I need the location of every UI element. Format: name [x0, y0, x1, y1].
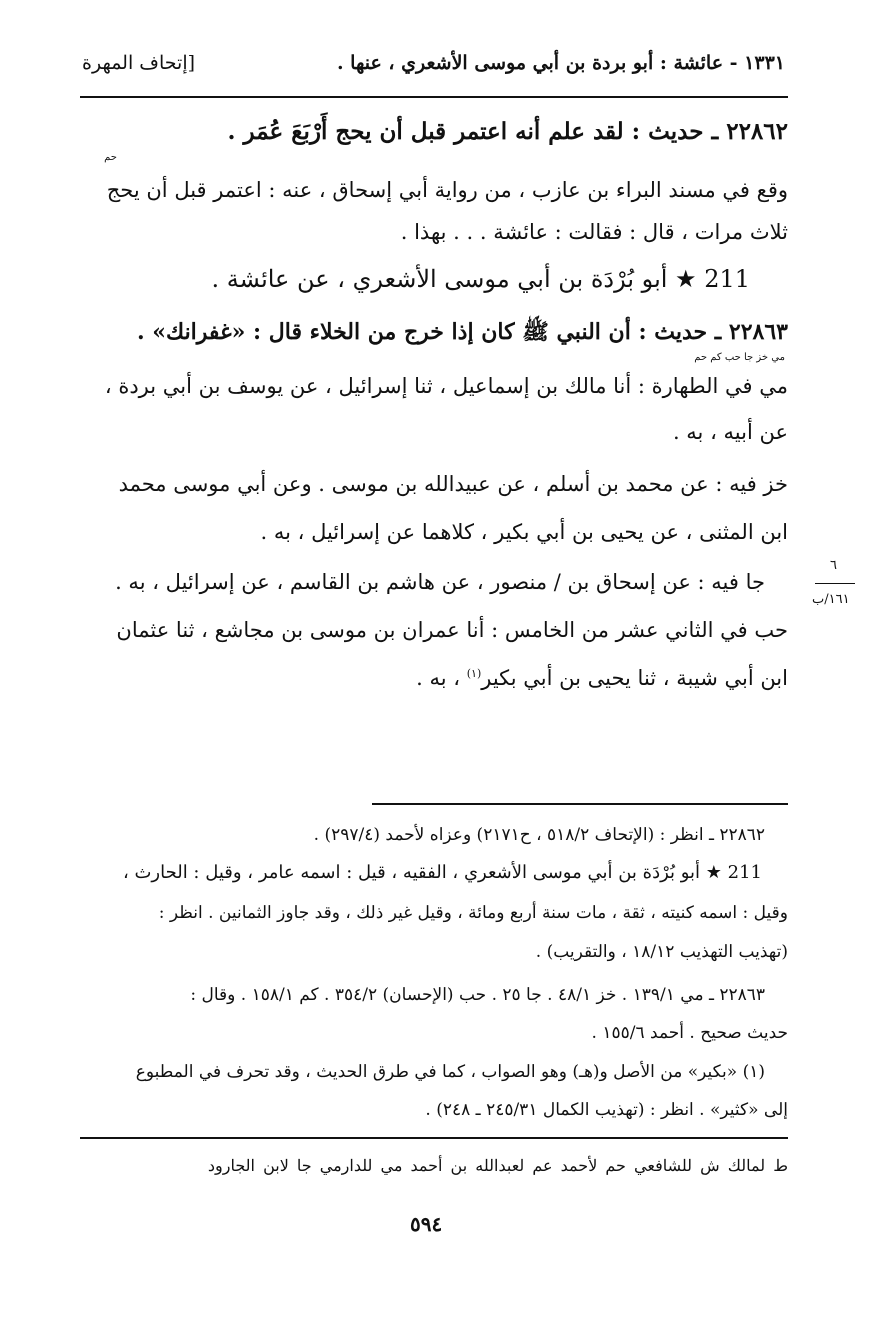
paragraph-line: [416, 666, 788, 690]
hadith-22863-sigla: مي خز جا حب كم حم: [694, 352, 785, 363]
running-header-title: ١٣٣١ - عائشة : أبو بردة بن أبي موسى الأشعري ، عنها .: [336, 52, 785, 74]
paragraph-line: جا فيه : عن إسحاق بن / منصور ، عن هاشم بن القاسم ، عن إسرائيل ، به .: [115, 570, 765, 594]
footnote-line: إلى «كثير» . انظر : (تهذيب الكمال ٢٤٥/٣١ ـ ٢٤٨) .: [425, 1100, 788, 1120]
running-header-book: [إتحاف المهرة: [82, 52, 196, 74]
narrator-section-heading: 211 ★ أبو بُرْدَة بن أبي موسى الأشعري ، عن عائشة .: [211, 265, 750, 293]
paragraph-line: عن أبيه ، به .: [672, 420, 788, 444]
footnote-line: حديث صحيح . أحمد ١٥٥/٦ .: [591, 1023, 788, 1043]
footnote-marker: (١): [466, 667, 482, 680]
page-number: ٥٩٤: [410, 1212, 443, 1236]
paragraph-line: مي في الطهارة : أنا مالك بن إسماعيل ، ثنا إسرائيل ، عن يوسف بن أبي بردة ،: [104, 374, 788, 398]
hadith-22862-sigla: حم: [104, 152, 117, 163]
footnote-211: 211 ★ أبو بُرْدَة بن أبي موسى الأشعري ، الفقيه ، قيل : اسمه عامر ، وقيل : الحارث ،: [122, 862, 762, 883]
paragraph-text: ، به .: [416, 666, 467, 690]
header-rule: [80, 96, 788, 98]
footnote-line: (تهذيب التهذيب ١٨/١٢ ، والتقريب) .: [535, 942, 788, 962]
paragraph-line: خز فيه : عن محمد بن أسلم ، عن عبيدالله بن موسى . وعن أبي موسى محمد: [118, 472, 788, 496]
sigla-legend: ط لمالك ش للشافعي حم لأحمد عم لعبدالله بن أحمد مي للدارمي جا لابن الجارود: [207, 1156, 788, 1175]
paragraph-line: وقع في مسند البراء بن عازب ، من رواية أبي إسحاق ، عنه : اعتمر قبل أن يحج: [106, 178, 788, 202]
margin-folio-rule: [815, 583, 855, 584]
footnote-22863: ٢٢٨٦٣ ـ مي ١٣٩/١ . خز ٤٨/١ . جا ٢٥ . حب (الإحسان) ٣٥٤/٢ . كم ١٥٨/١ . وقال :: [190, 985, 765, 1005]
footnote-22862: ٢٢٨٦٢ ـ انظر : (الإتحاف ٥١٨/٢ ، ح٢١٧١) وعزاه لأحمد (٢٩٧/٤) .: [313, 825, 765, 845]
legend-rule: [80, 1137, 788, 1139]
margin-folio-ref: ١٦١/ب: [812, 592, 850, 607]
footnote-separator: [372, 803, 788, 805]
paragraph-line: ابن المثنى ، عن يحيى بن أبي بكير ، كلاهما عن إسرائيل ، به .: [260, 520, 788, 544]
paragraph-line: حب في الثاني عشر من الخامس : أنا عمران بن موسى بن مجاشع ، ثنا عثمان: [116, 618, 788, 642]
hadith-22863-heading: ٢٢٨٦٣ ـ حديث : أن النبي ﷺ كان إذا خرج من الخلاء قال : «غفرانك» .: [136, 319, 788, 345]
footnote-line: وقيل : اسمه كنيته ، ثقة ، مات سنة أربع ومائة ، وقيل غير ذلك ، وقد جاوز الثمانين . انظر :: [158, 903, 788, 923]
footnote-1: (١) «بكير» من الأصل و(هـ) وهو الصواب ، كما في طرق الحديث ، وقد تحرف في المطبوع: [135, 1062, 765, 1082]
paragraph-line: ثلاث مرات ، قال : فقالت : عائشة . . . بهذا .: [400, 220, 788, 244]
paragraph-text: ابن أبي شيبة ، ثنا يحيى بن أبي بكير: [481, 666, 788, 690]
hadith-22862-heading: ٢٢٨٦٢ ـ حديث : لقد علم أنه اعتمر قبل أن يحج أَرْبَعَ عُمَر .: [227, 118, 788, 145]
margin-folio-number: ٦: [830, 558, 837, 573]
